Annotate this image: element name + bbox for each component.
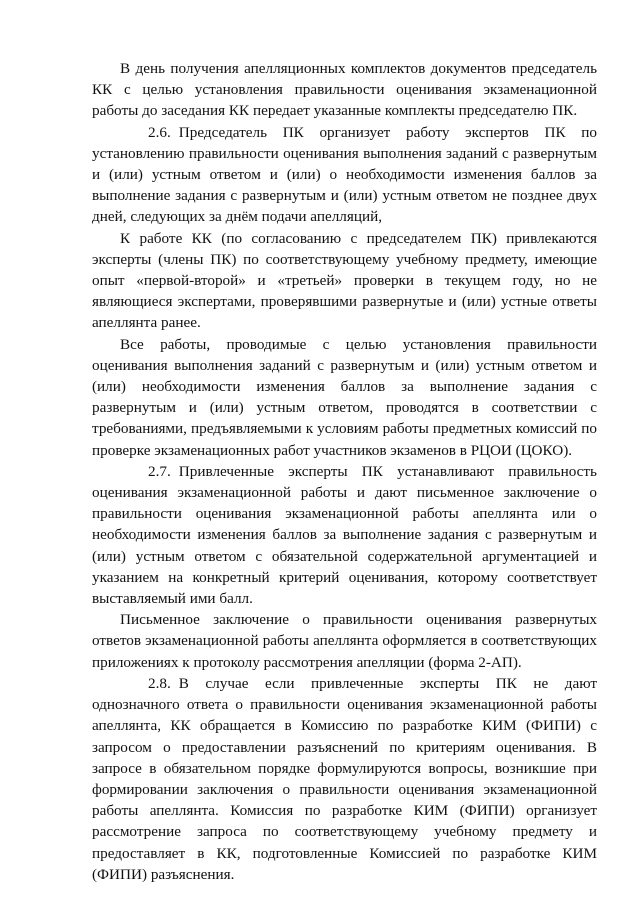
paragraph-text: К работе КК (по согласованию с председателем ПК) привлекаются эксперты (члены ПК) по соответствующему учебному предмету, имеющие опыт «первой-второй» и «третьей» проверки в текущем году, но не являющиеся экспертами, проверявшими развернутые и (или) устные ответы апеллянта ранее. [92,229,597,332]
paragraph-written-conclusion [92,609,597,673]
paragraph-2-8 [92,673,597,885]
paragraph-number: 2.8. [148,674,171,692]
paragraph-2-6 [92,122,597,228]
paragraph-experts-involved [92,228,597,334]
paragraph-text: Письменное заключение о правильности оценивания развернутых ответов экзаменационной работы апеллянта оформляется в соответствующих приложениях к протоколу рассмотрения апелляции (форма 2-АП). [92,611,597,671]
paragraph-text: Председатель ПК организует работу экспертов ПК по установлению правильности оценивания выполнения заданий с развернутым и (или) устным ответом и (или) о необходимости изменения баллов за выполнение задания с развернутым и (или) устным ответом не позднее двух дней, следующих за днём подачи апелляций, [92,123,597,226]
paragraph-text: Все работы, проводимые с целью установления правильности оценивания выполнения заданий с развернутым и (или) устным ответом и (или) необходимости изменения баллов за выполнение задания с развернутым и (или) устным ответом, проводятся в соответствии с требованиями, предъявляемыми к условиям работы предметных комиссий по проверке экзаменационных работ участников экзаменов в РЦОИ (ЦОКО). [92,335,597,459]
paragraph-number: 2.6. [148,123,171,141]
paragraph-text: В случае если привлеченные эксперты ПК не дают однозначного ответа о правильности оценивания экзаменационной работы апеллянта, КК обращается в Комиссию по разработке КИМ (ФИПИ) с запросом о предоставлении разъяснений по критериям оценивания. В запросе в обязательном порядке формулируются вопросы, возникшие при формировании заключения о правильности оценивания экзаменационной работы апеллянта. Комиссия по разработке КИМ (ФИПИ) организует рассмотрение запроса по соответствующему учебному предмету и предоставляет в КК, подготовленные Комиссией по разработке КИМ (ФИПИ) разъяснения. [92,674,597,883]
paragraph-text: Привлеченные эксперты ПК устанавливают правильность оценивания экзаменационной работы и дают письменное заключение о правильности оценивания экзаменационной работы апеллянта или о необходимости изменения баллов за выполнение задания с развернутым и (или) устным ответом с обязательной содержательной аргументацией и указанием на конкретный критерий оценивания, которому соответствует выставляемый ими балл. [92,462,597,608]
document-page [92,58,597,885]
paragraph-appeal-kits [92,58,597,122]
paragraph-number: 2.7. [148,462,171,480]
paragraph-text: В день получения апелляционных комплектов документов председатель КК с целью установления правильности оценивания экзаменационной работы до заседания КК передает указанные комплекты председателю ПК. [92,60,597,120]
paragraph-2-7 [92,461,597,609]
paragraph-all-works [92,334,597,461]
